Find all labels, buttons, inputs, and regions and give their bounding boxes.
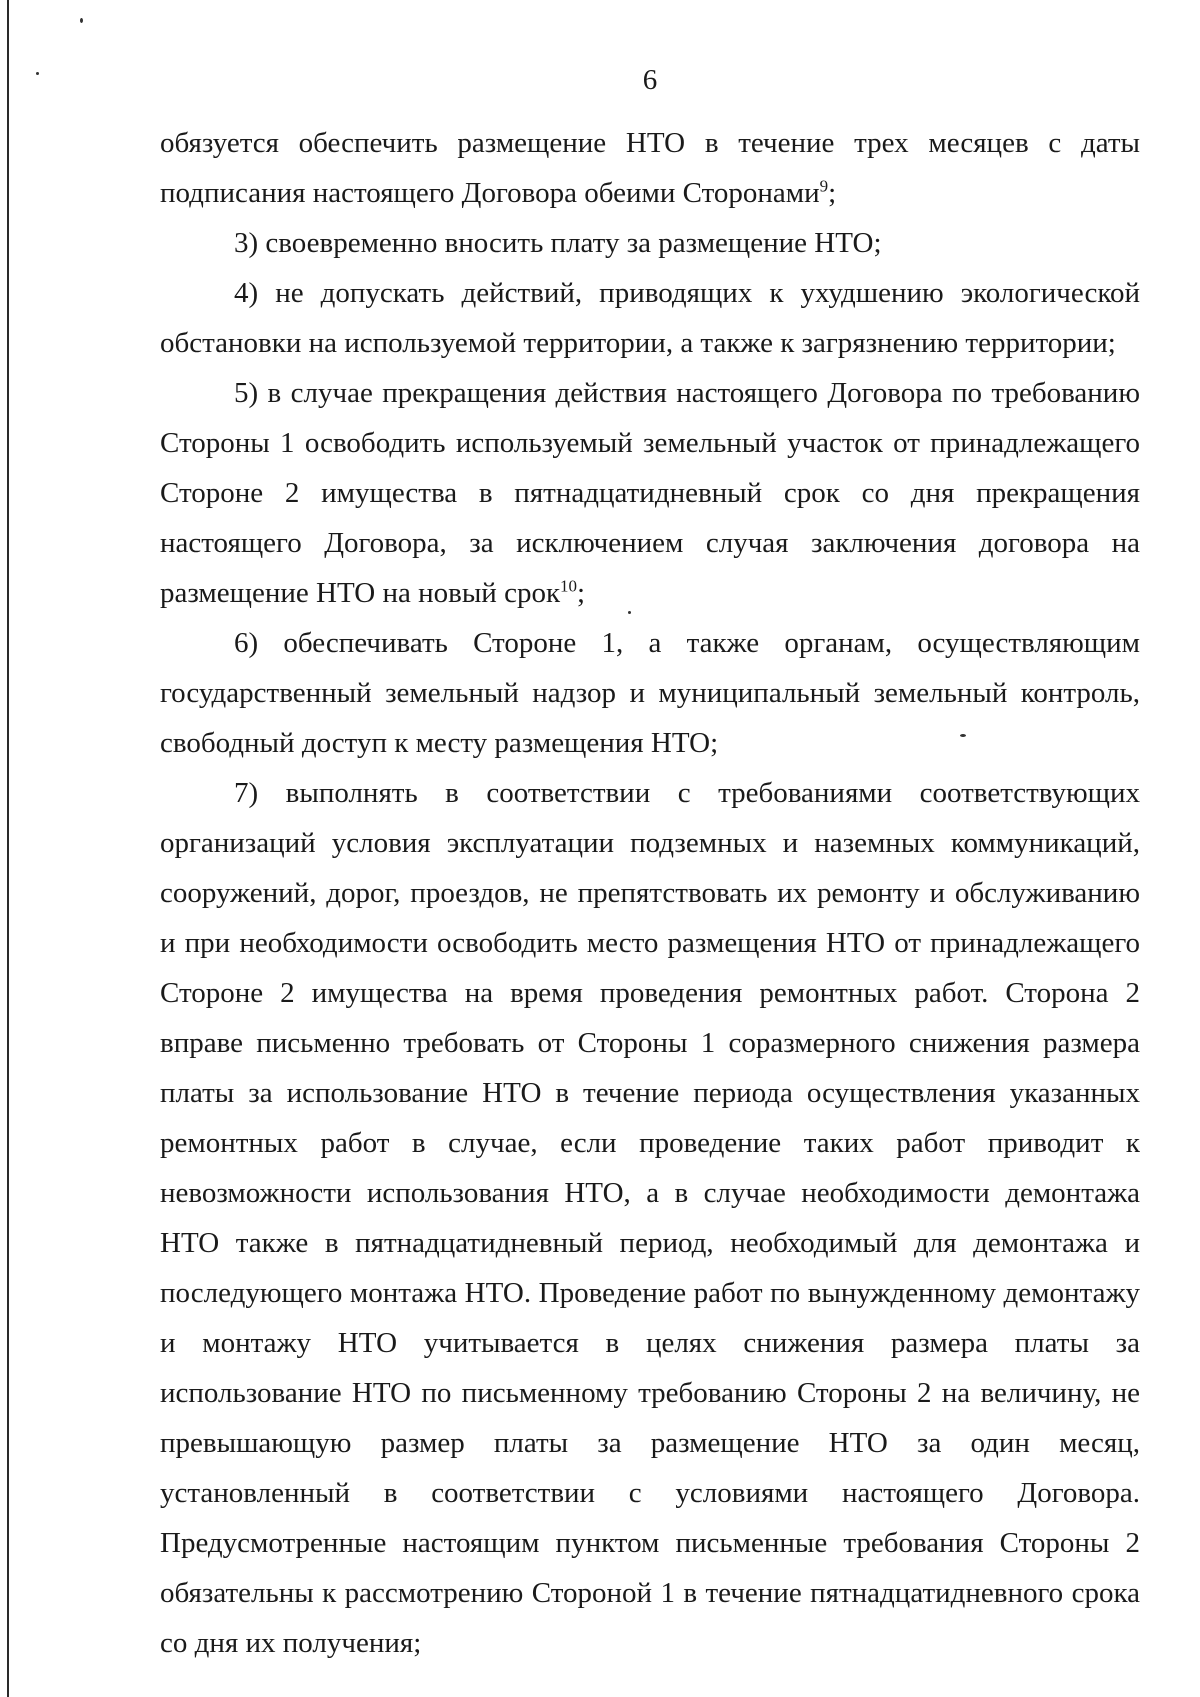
paragraph-text: 3) своевременно вносить плату за размещение НТО; xyxy=(234,227,882,259)
list-item-4 xyxy=(160,268,1140,368)
paragraph-text: обязуется обеспечить размещение НТО в течение трех месяцев с даты подписания настоящего Договора обеими Сторонами xyxy=(160,127,1140,209)
list-item-3 xyxy=(160,218,1140,268)
list-item-5 xyxy=(160,368,1140,618)
paragraph-continuation xyxy=(160,118,1140,218)
paragraph-text: 6) обеспечивать Стороне 1, а также органам, осуществляющим государственный земельный надзор и муниципальный земельный контроль, свободный доступ к месту размещения НТО; xyxy=(160,627,1140,759)
list-item-7 xyxy=(160,768,1140,1668)
list-item-6 xyxy=(160,618,1140,768)
paragraph-text: 5) в случае прекращения действия настоящего Договора по требованию Стороны 1 освободить используемый земельный участок от принадлежащего Стороне 2 имущества в пятнадцатидневный срок со дня прекращения настоящего Договора, за исключением случая заключения договора на размещение НТО на новый срок xyxy=(160,377,1140,609)
paragraph-text: 7) выполнять в соответствии с требованиями соответствующих организаций условия эксплуатации подземных и наземных коммуникаций, сооружений, дорог, проездов, не препятствовать их ремонту и обслуживанию и при необходимости освободить место размещения НТО от принадлежащего Стороне 2 имущества на время проведения ремонтных работ. Сторона 2 вправе письменно требовать от Стороны 1 соразмерного снижения размера платы за использование НТО в течение периода осуществления указанных ремонтных работ в случае, если проведение таких работ приводит к невозможности использования НТО, а в случае необходимости демонтажа НТО также в пятнадцатидневный период, необходимый для демонтажа и последующего монтажа НТО. Проведение работ по вынужденному демонтажу и монтажу НТО учитывается в целях снижения размера платы за использование НТО по письменному требованию Стороны 2 на величину, не превышающую размер платы за размещение НТО за один месяц, установленный в соответствии с условиями настоящего Договора. Предусмотренные настоящим пунктом письменные требования Стороны 2 обязательны к рассмотрению Стороной 1 в течение пятнадцатидневного срока со дня их получения; xyxy=(160,777,1140,1659)
paragraph-text: 4) не допускать действий, приводящих к ухудшению экологической обстановки на используемой территории, а также к загрязнению территории; xyxy=(160,277,1140,359)
paragraph-tail: ; xyxy=(577,577,586,609)
paragraph-tail: ; xyxy=(828,177,837,209)
scan-speck xyxy=(80,18,83,23)
document-body xyxy=(160,118,1140,1668)
footnote-ref: 9 xyxy=(819,176,829,196)
footnote-ref: 10 xyxy=(560,576,578,596)
page-number: 6 xyxy=(642,64,658,96)
binding-edge-line xyxy=(7,0,9,1697)
